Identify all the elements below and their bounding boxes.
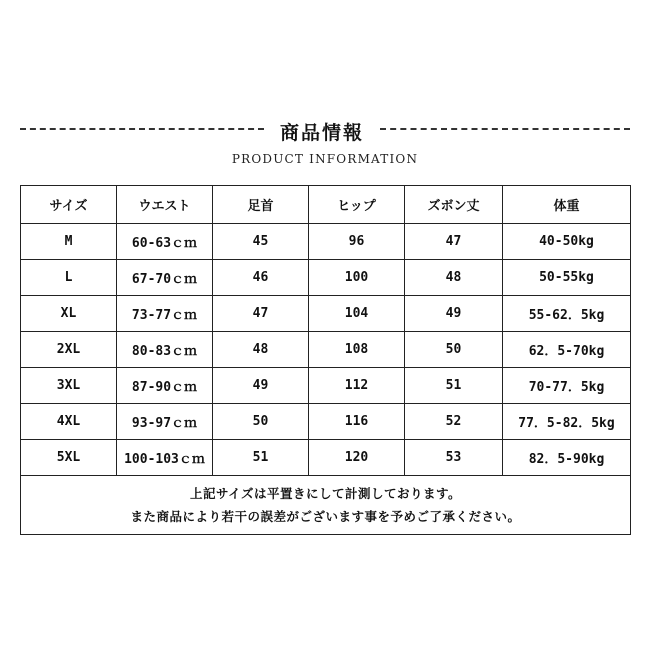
header-divider-right <box>380 128 630 130</box>
note-line: 上記サイズは平置きにして計測しております。 <box>189 486 461 501</box>
cell-length: 51 <box>405 368 503 404</box>
note-row <box>21 476 631 535</box>
note-line: また商品により若干の誤差がございます事を予めご了承ください。 <box>130 509 521 524</box>
cell-ankle: 46 <box>213 260 309 296</box>
cell-waist: 87-90ｃｍ <box>117 368 213 404</box>
cell-hip: 108 <box>309 332 405 368</box>
cell-weight: 62．5-70kg <box>503 332 631 368</box>
cell-length: 52 <box>405 404 503 440</box>
table-header-row <box>21 186 631 224</box>
table-row <box>21 296 631 332</box>
cell-ankle: 47 <box>213 296 309 332</box>
column-header-ankle: 足首 <box>213 186 309 224</box>
cell-ankle: 49 <box>213 368 309 404</box>
cell-hip: 100 <box>309 260 405 296</box>
table-row <box>21 440 631 476</box>
cell-size: 5XL <box>21 440 117 476</box>
cell-weight: 70-77．5kg <box>503 368 631 404</box>
cell-hip: 116 <box>309 404 405 440</box>
cell-weight: 77．5-82．5kg <box>503 404 631 440</box>
cell-hip: 120 <box>309 440 405 476</box>
cell-size: L <box>21 260 117 296</box>
cell-weight: 40-50kg <box>503 224 631 260</box>
cell-waist: 60-63ｃｍ <box>117 224 213 260</box>
cell-ankle: 48 <box>213 332 309 368</box>
cell-length: 48 <box>405 260 503 296</box>
table-row <box>21 368 631 404</box>
table-row <box>21 404 631 440</box>
cell-ankle: 51 <box>213 440 309 476</box>
cell-waist: 67-70ｃｍ <box>117 260 213 296</box>
column-header-length: ズボン丈 <box>405 186 503 224</box>
column-header-weight: 体重 <box>503 186 631 224</box>
size-table <box>20 185 631 535</box>
cell-length: 50 <box>405 332 503 368</box>
cell-size: XL <box>21 296 117 332</box>
cell-waist: 93-97ｃｍ <box>117 404 213 440</box>
table-row <box>21 224 631 260</box>
cell-weight: 55-62．5kg <box>503 296 631 332</box>
cell-size: 2XL <box>21 332 117 368</box>
cell-waist: 73-77ｃｍ <box>117 296 213 332</box>
column-header-size: サイズ <box>21 186 117 224</box>
cell-weight: 50-55kg <box>503 260 631 296</box>
cell-hip: 104 <box>309 296 405 332</box>
cell-waist: 100-103ｃｍ <box>117 440 213 476</box>
page-title: 商品情報 <box>279 122 364 144</box>
cell-size: 4XL <box>21 404 117 440</box>
cell-waist: 80-83ｃｍ <box>117 332 213 368</box>
cell-size: 3XL <box>21 368 117 404</box>
table-row <box>21 332 631 368</box>
table-row <box>21 260 631 296</box>
cell-size: M <box>21 224 117 260</box>
column-header-hip: ヒップ <box>309 186 405 224</box>
column-header-waist: ウエスト <box>117 186 213 224</box>
cell-hip: 112 <box>309 368 405 404</box>
page-subtitle: PRODUCT INFORMATION <box>231 152 419 166</box>
cell-ankle: 50 <box>213 404 309 440</box>
cell-length: 47 <box>405 224 503 260</box>
cell-length: 49 <box>405 296 503 332</box>
measurement-note <box>21 476 631 535</box>
cell-hip: 96 <box>309 224 405 260</box>
cell-ankle: 45 <box>213 224 309 260</box>
cell-length: 53 <box>405 440 503 476</box>
header-divider-left <box>20 128 264 130</box>
cell-weight: 82．5-90kg <box>503 440 631 476</box>
